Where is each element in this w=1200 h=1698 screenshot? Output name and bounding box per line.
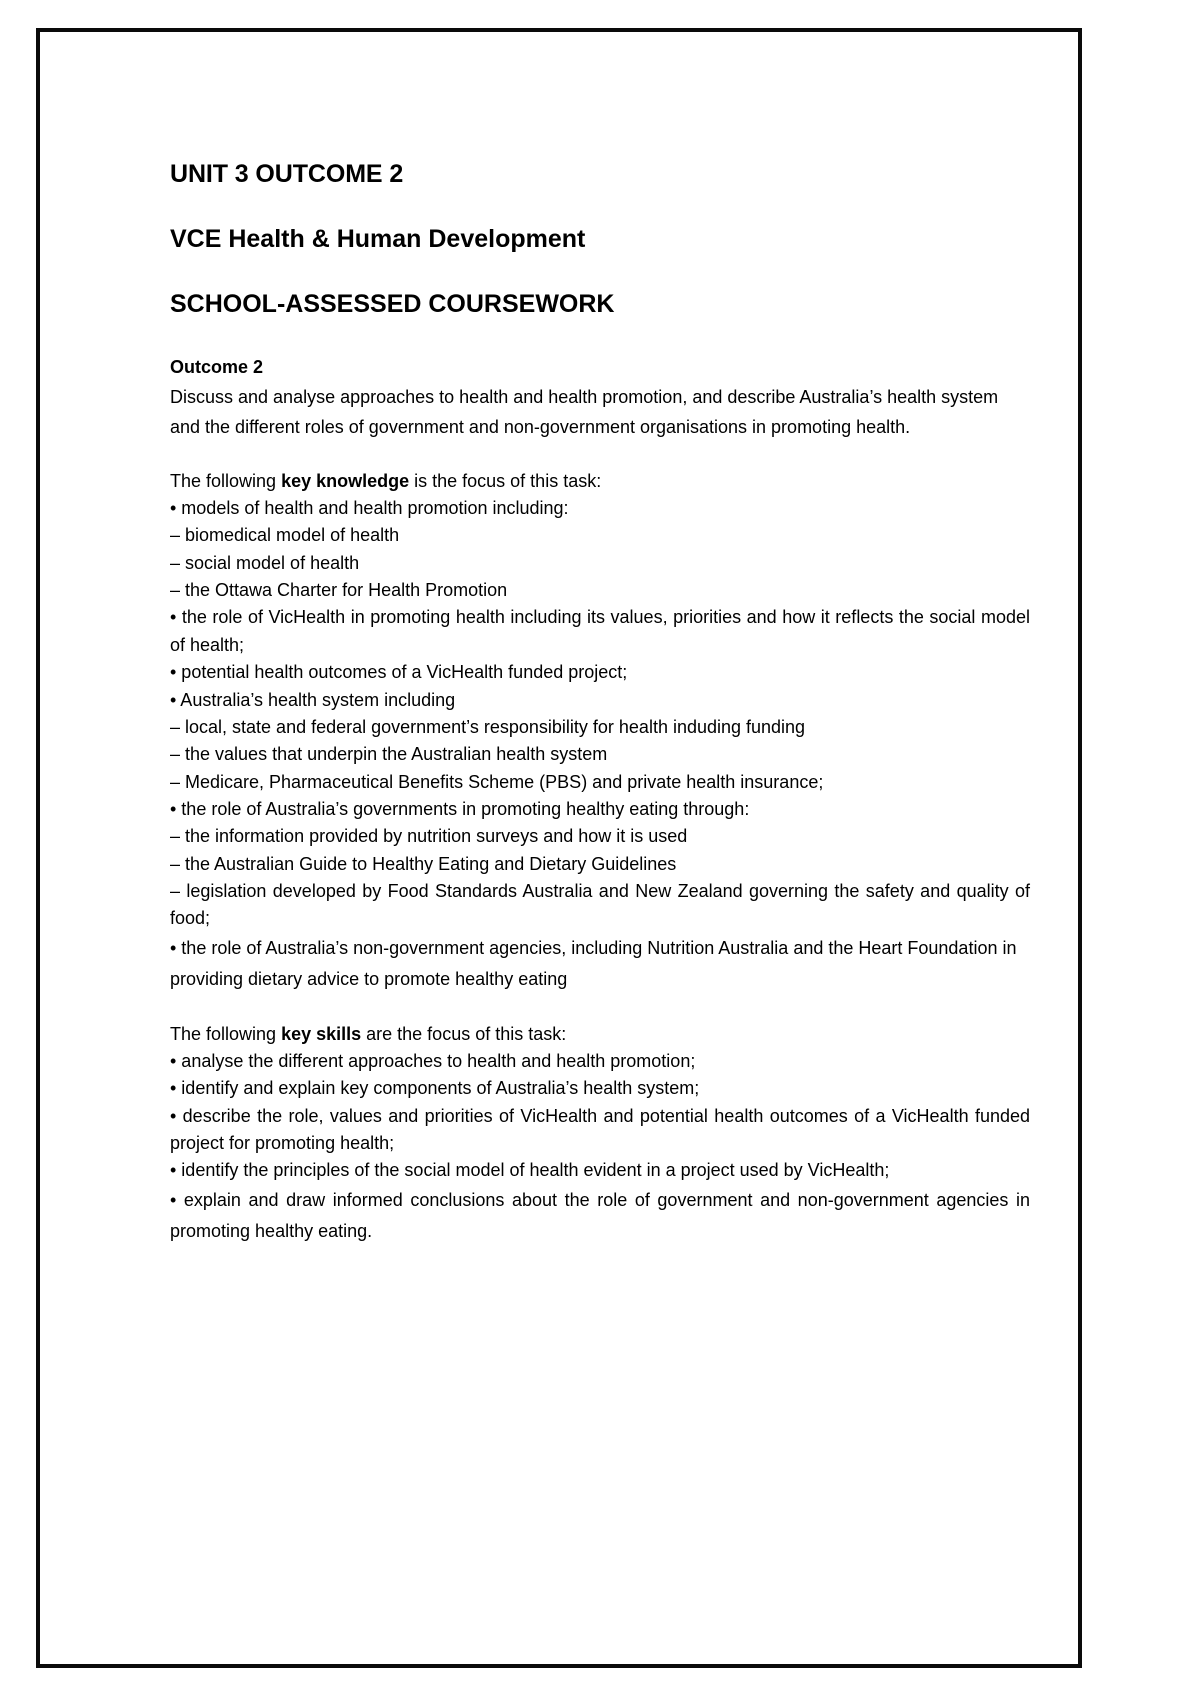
key-knowledge-item: – biomedical model of health: [170, 525, 400, 546]
key-knowledge-item: – the information provided by nutrition surveys and how it is used: [170, 826, 688, 847]
key-knowledge-item: – legislation developed by Food Standards Australia and New Zealand governing the safety and quality of food;: [170, 881, 1030, 929]
key-knowledge-item: • the role of VicHealth in promoting health including its values, priorities and how it reflects the social model of health;: [170, 607, 1030, 655]
key-knowledge-section: [170, 468, 1030, 995]
key-knowledge-item: • the role of Australia’s non-government agencies, including Nutrition Australia and the Heart Foundation in providing dietary advice to promote healthy eating: [170, 937, 1017, 989]
key-skills-item: • explain and draw informed conclusions about the role of government and non-government agencies in promoting healthy eating.: [170, 1189, 1030, 1241]
subject-title: VCE Health & Human Development: [170, 224, 586, 253]
key-knowledge-intro-after: is the focus of this task:: [409, 470, 602, 491]
key-knowledge-item: – the Ottawa Charter for Health Promotion: [170, 580, 508, 601]
key-skills-item: • identify the principles of the social model of health evident in a project used by VicHealth;: [170, 1160, 890, 1181]
page-title: UNIT 3 OUTCOME 2: [170, 160, 404, 188]
page-border-frame: [36, 28, 1082, 1668]
key-skills-intro-before: The following: [170, 1023, 282, 1044]
key-knowledge-item: • Australia’s health system including: [170, 689, 456, 710]
outcome-label: Outcome 2: [170, 357, 264, 378]
key-knowledge-item: – local, state and federal government’s responsibility for health induding funding: [170, 716, 806, 737]
assessment-type-title: SCHOOL-ASSESSED COURSEWORK: [170, 289, 615, 318]
key-knowledge-emphasis: key knowledge: [281, 470, 410, 491]
key-knowledge-item: – the values that underpin the Australian health system: [170, 744, 608, 765]
key-knowledge-item: • potential health outcomes of a VicHealth funded project;: [170, 662, 628, 683]
key-skills-item: • identify and explain key components of Australia’s health system;: [170, 1078, 700, 1099]
key-skills-intro-after: are the focus of this task:: [361, 1023, 567, 1044]
key-skills-item: • analyse the different approaches to health and health promotion;: [170, 1051, 696, 1072]
key-knowledge-item: – social model of health: [170, 552, 360, 573]
key-skills-section: [170, 1021, 1030, 1247]
key-knowledge-item: • models of health and health promotion including:: [170, 498, 569, 519]
key-skills-emphasis: key skills: [281, 1023, 362, 1044]
key-skills-item: • describe the role, values and priorities of VicHealth and potential health outcomes of a VicHealth funded project for promoting health;: [170, 1105, 1030, 1154]
key-skills-intro: [170, 1021, 1030, 1048]
outcome-description: Discuss and analyse approaches to health and health promotion, and describe Australia’s health system and the different roles of government and non-government organisations in promoting health.: [170, 387, 999, 437]
scan-margin: [1086, 28, 1200, 1698]
key-knowledge-intro: [170, 468, 1030, 495]
key-knowledge-item: – Medicare, Pharmaceutical Benefits Scheme (PBS) and private health insurance;: [170, 771, 824, 792]
key-knowledge-intro-before: The following: [170, 470, 282, 491]
outcome-section: [170, 354, 1030, 441]
document-body: [170, 160, 1030, 1247]
key-knowledge-item: • the role of Australia’s governments in promoting healthy eating through:: [170, 798, 750, 819]
key-knowledge-item: – the Australian Guide to Healthy Eating and Dietary Guidelines: [170, 853, 677, 874]
